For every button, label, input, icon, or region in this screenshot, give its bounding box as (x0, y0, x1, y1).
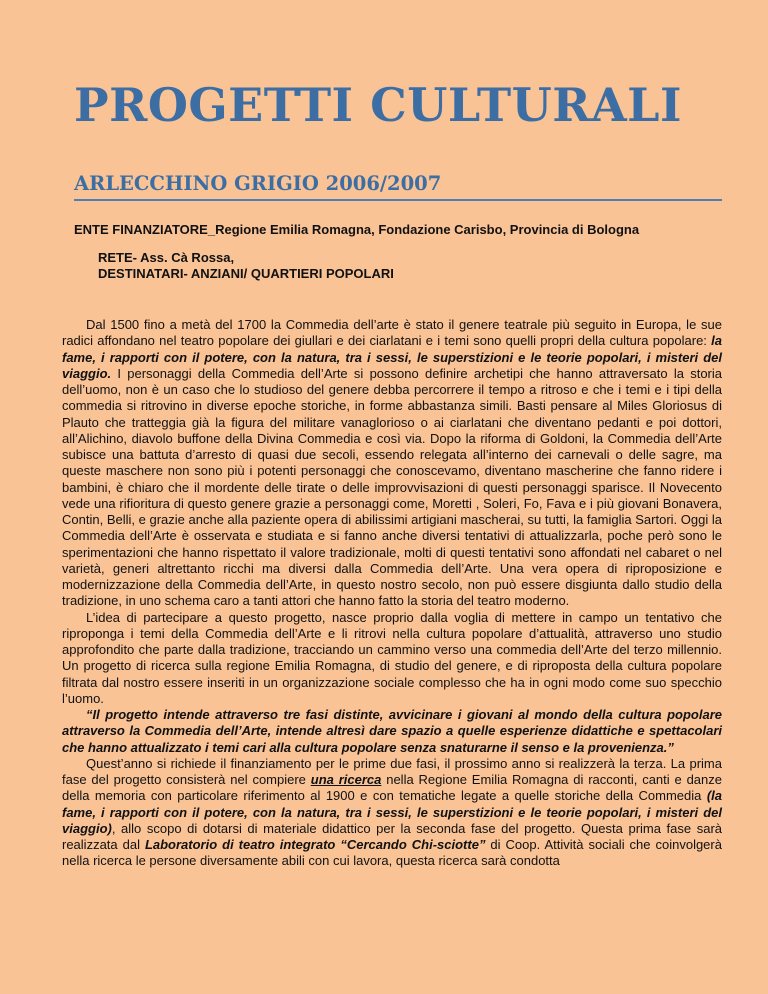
section-heading: ARLECCHINO GRIGIO 2006/2007 (74, 172, 442, 195)
heading-underline (74, 199, 722, 201)
p4-text-e: , allo scopo di dotarsi di materiale didattico per la seconda fase del progetto. Questa prima fase sarà realizzata dal (62, 820, 722, 852)
p4-underlined: una ricerca (310, 772, 382, 787)
network-line: RETE- Ass. Cà Rossa, (98, 250, 235, 265)
p1-emphasis: la fame, i rapporti con il potere, con la natura, tra i sessi, le superstizioni e le teorie popolari, i misteri del viaggio. (62, 333, 722, 381)
funding-line: ENTE FINANZIATORE_Regione Emilia Romagna, Fondazione Carisbo, Provincia di Bologna (74, 222, 640, 237)
p4-text-a: Quest’anno si richiede il finanziamento per le prime due fasi, il prossimo anno si realizzerà la terza. La prima fase del progetto consisterà nel compiere (62, 755, 722, 787)
paragraph-1 (62, 317, 722, 610)
p4-lab-name: Laboratorio di teatro integrato “Cercando Chi-sciotte” (144, 837, 486, 852)
p1-text-a: Dal 1500 fino a metà del 1700 la Commedia dell’arte è stato il genere teatrale più seguito in Europa, le sue radici affondano nel teatro popolare dei giullari e dei ciarlatani e i temi sono quelli propri della cultura popolare: (62, 317, 722, 349)
paragraph-4 (62, 756, 722, 870)
p1-text-c: I personaggi della Commedia dell’Arte si possono definire archetipi che hanno attraversato la storia dell’uomo, non è un caso che lo studioso del genere debba percorrere il tempo a ritroso e che i temi e i tipi della commedia si ritrovino in diverse epoche storiche, in forme abbastanza simili. Basti pensare al Miles Gloriosus di Plauto che tratteggia già la figura del militare vanaglorioso o ai ciarlatani che diventano pedanti e poi dottori, all’Alichino, diavolo buffone della Divina Commedia e così via. Dopo la riforma di Goldoni, la Commedia dell’Arte subisce una battuta d’arresto di quasi due secoli, essendo relegata all’interno dei carnevali o delle sagre, ma queste maschere non sono più i potenti personaggi che conoscevamo, diventano mascherine che fanno ridere i bambini, è chiaro che il mordente delle tirate o delle improvvisazioni di questi personaggi sparisce. Il Novecento vede una rifioritura di questo genere grazie a personaggi come, Moretti , Soleri, Fo, Fava e i più giovani Bonavera, Contin, Belli, e grazie anche alla paziente opera di abilissimi artigiani mascherai, su tutti, la famiglia Sartori. Oggi la Commedia dell’Arte è osservata e studiata e si fanno anche diversi tentativi di attualizzarla, poche però sono le sperimentazioni che hanno rispettato il valore tradizionale, molti di questi tentativi sono affondati nel cabaret o nel varietà, generi altrettanto ricchi ma diversi dalla Commedia dell’Arte. Una vera opera di riproposizione e modernizzazione della Commedia dell’Arte, in questo nostro secolo, non può essere disgiunta dallo studio della tradizione, in uno schema caro a tanti attori che hanno fatto la storia del teatro moderno. (62, 365, 722, 609)
recipients-line: DESTINATARI- ANZIANI/ QUARTIERI POPOLARI (98, 266, 394, 281)
network-block (98, 250, 394, 282)
paragraph-2: L’idea di partecipare a questo progetto, nasce proprio dalla voglia di mettere in campo un tentativo che riproponga i temi della Commedia dell’Arte e li ritrovi nella cultura popolare d’attualità, attraverso uno studio approfondito che parte dalla tradizione, tracciando un cammino verso una commedia dell’Arte del terzo millennio. Un progetto di ricerca sulla regione Emilia Romagna, di studio del genere, e di riproposta della cultura popolare filtrata dal nostro essere inseriti in un organizzazione sociale complesso che ha in ogni modo come suo specchio l’uomo. (62, 609, 722, 706)
page-title: PROGETTI CULTURALI (74, 78, 683, 132)
p4-text-g: di Coop. Attività sociali che coinvolgerà nella ricerca le persone diversamente abili con cui lavora, questa ricerca sarà condotta (62, 837, 722, 869)
body-text (62, 317, 722, 870)
paragraph-3-quote: “Il progetto intende attraverso tre fasi distinte, avvicinare i giovani al mondo della cultura popolare attraverso la Commedia dell’Arte, intende altresì dare spazio a quelle esperienze didattiche e spettacolari che hanno attualizzato i temi cari alla cultura popolare senza snaturarne il senso e la provenienza.” (62, 707, 722, 755)
p4-emphasis: (la fame, i rapporti con il potere, con la natura, tra i sessi, le superstizioni e le teorie popolari, i misteri del viaggio) (62, 788, 722, 836)
p4-text-c: nella Regione Emilia Romagna di racconti, canti e danze della memoria con particolare riferimento al 1900 e con tematiche legate a quelle storiche della Commedia (62, 772, 722, 804)
